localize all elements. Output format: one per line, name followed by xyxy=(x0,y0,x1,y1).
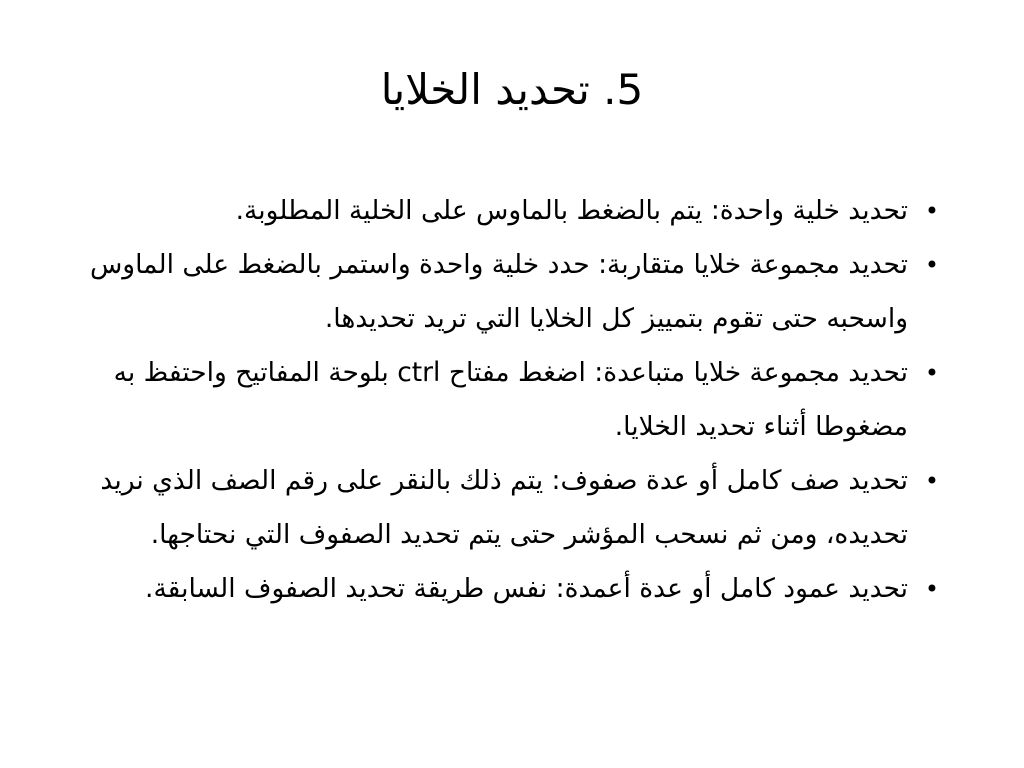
bullet-dot-icon: • xyxy=(924,359,940,387)
bullet-item xyxy=(60,562,942,616)
bullet-text: تحديد عمود كامل أو عدة أعمدة: نفس طريقة تحديد الصفوف السابقة. xyxy=(145,573,908,604)
bullet-text: تحديد مجموعة خلايا متباعدة: اضغط مفتاح ctrl بلوحة المفاتيح واحتفظ به مضغوطا أثناء تحديد الخلايا. xyxy=(113,357,908,442)
bullet-item xyxy=(60,454,942,562)
bullet-dot-icon: • xyxy=(924,197,940,225)
bullet-text: تحديد خلية واحدة: يتم بالضغط بالماوس على الخلية المطلوبة. xyxy=(235,195,908,226)
bullet-item xyxy=(60,346,942,454)
bullet-dot-icon: • xyxy=(924,467,940,495)
bullet-dot-icon: • xyxy=(924,251,940,279)
bullet-item xyxy=(60,184,942,238)
bullet-list xyxy=(60,184,942,616)
bullet-dot-icon: • xyxy=(924,575,940,603)
bullet-text: تحديد مجموعة خلايا متقاربة: حدد خلية واحدة واستمر بالضغط على الماوس واسحبه حتى تقوم بتمييز كل الخلايا التي تريد تحديدها. xyxy=(89,249,908,334)
bullet-item xyxy=(60,238,942,346)
slide-title: 5. تحديد الخلايا xyxy=(380,65,644,114)
bullet-text: تحديد صف كامل أو عدة صفوف: يتم ذلك بالنقر على رقم الصف الذي نريد تحديده، ومن ثم نسحب المؤشر حتى يتم تحديد الصفوف التي نحتاجها. xyxy=(100,465,908,550)
